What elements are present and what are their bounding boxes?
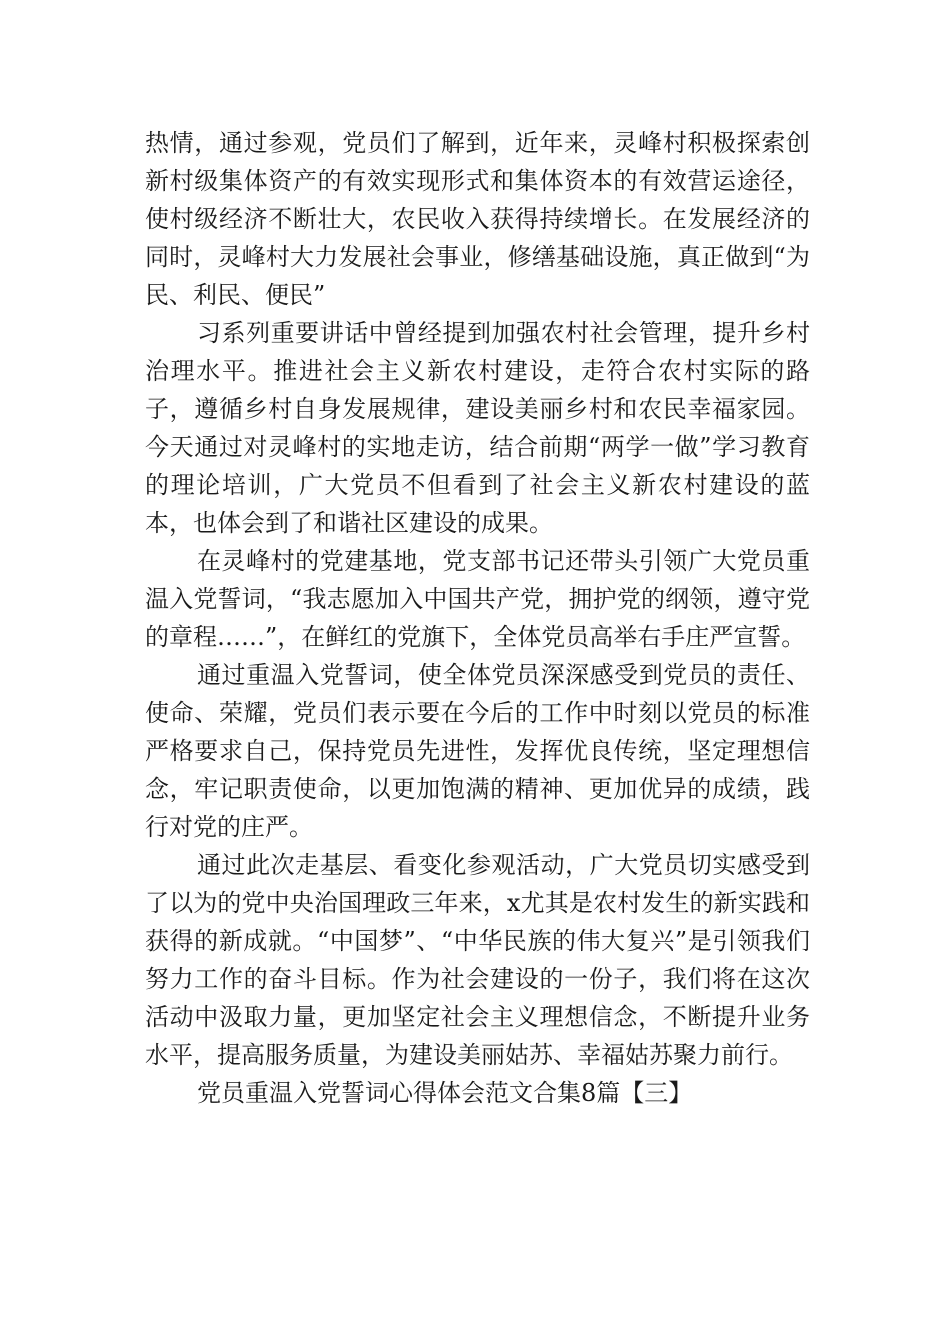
paragraph-oath-reflection: 通过重温入党誓词，使全体党员深深感受到党员的责任、使命、荣耀，党员们表示要在今后的工作中时刻以党员的标准严格要求自己，保持党员先进性，发挥优良传统，坚定理想信念，牢记职责使命，以更加饱满的精神、更加优异的成绩，践行对党的庄严。: [145, 661, 810, 841]
section-heading: 党员重温入党誓词心得体会范文合集8篇【三】: [197, 1079, 693, 1107]
paragraph-oath-ceremony: 在灵峰村的党建基地，党支部书记还带头引领广大党员重温入党誓词，“我志愿加入中国共产党，拥护党的纲领，遵守党的章程……”，在鲜红的党旗下，全体党员高举右手庄严宣誓。: [145, 547, 810, 651]
document-page: [145, 124, 810, 1112]
paragraph-activity-summary: 通过此次走基层、看变化参观活动，广大党员切实感受到了以为的党中央治国理政三年来，x尤其是农村发生的新实践和获得的新成就。“中国梦”、“中华民族的伟大复兴”是引领我们努力工作的奋斗目标。作为社会建设的一份子，我们将在这次活动中汲取力量，更加坚定社会主义理想信念，不断提升业务水平，提高服务质量，为建设美丽姑苏、幸福姑苏聚力前行。: [145, 851, 810, 1069]
paragraph-continuation: 热情，通过参观，党员们了解到，近年来，灵峰村积极探索创新村级集体资产的有效实现形式和集体资本的有效营运途径，使村级经济不断壮大，农民收入获得持续增长。在发展经济的同时，灵峰村大力发展社会事业，修缮基础设施，真正做到“为民、利民、便民”: [145, 129, 810, 309]
paragraph-rural-governance: 习系列重要讲话中曾经提到加强农村社会管理，提升乡村治理水平。推进社会主义新农村建设，走符合农村实际的路子，遵循乡村自身发展规律，建设美丽乡村和农民幸福家园。今天通过对灵峰村的实地走访，结合前期“两学一做”学习教育的理论培训，广大党员不但看到了社会主义新农村建设的蓝本，也体会到了和谐社区建设的成果。: [145, 319, 810, 537]
